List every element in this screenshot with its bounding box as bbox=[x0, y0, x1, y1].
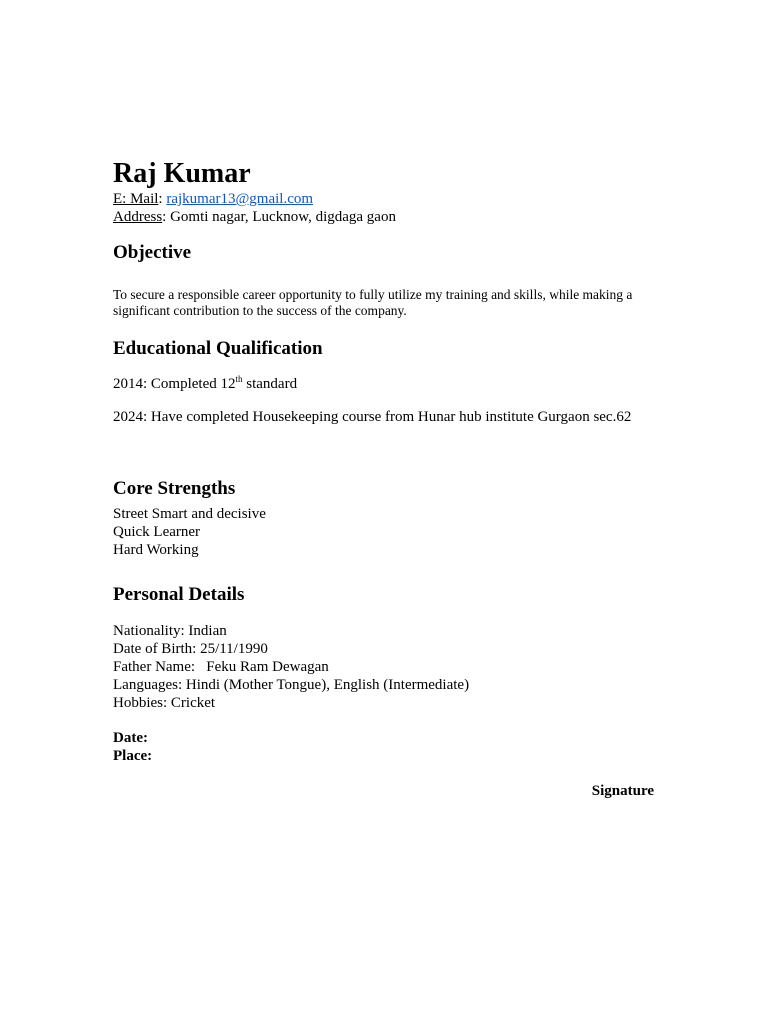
education-item-2: 2024: Have completed Housekeeping course from Hunar hub institute Gurgaon sec.62 bbox=[113, 409, 632, 425]
education-heading: Educational Qualification bbox=[113, 338, 323, 359]
date-label: Date: bbox=[113, 730, 148, 746]
father-name: Father Name: Feku Ram Dewagan bbox=[113, 659, 329, 675]
list-item: Hard Working bbox=[113, 542, 199, 558]
personal-details bbox=[113, 622, 654, 712]
objective-heading: Objective bbox=[113, 242, 192, 263]
date-of-birth: Date of Birth: 25/11/1990 bbox=[113, 641, 268, 657]
email-link[interactable]: rajkumar13@gmail.com bbox=[166, 191, 314, 207]
place-label: Place: bbox=[113, 748, 153, 764]
strengths-heading: Core Strengths bbox=[113, 478, 236, 499]
objective-text: To secure a responsible career opportunity to fully utilize my training and skills, while making a significant contribution to the success of the company. bbox=[113, 287, 633, 318]
email-label: E: Mail bbox=[113, 191, 159, 207]
education-item-1: 2014: Completed 12th standard bbox=[113, 374, 298, 392]
nationality: Nationality: Indian bbox=[113, 623, 227, 639]
personal-heading: Personal Details bbox=[113, 584, 245, 605]
date-place bbox=[113, 729, 654, 765]
languages: Languages: Hindi (Mother Tongue), English (Intermediate) bbox=[113, 677, 470, 693]
hobbies: Hobbies: Cricket bbox=[113, 695, 216, 711]
list-item: Street Smart and decisive bbox=[113, 506, 266, 522]
address-label: Address bbox=[113, 209, 163, 225]
list-item: Quick Learner bbox=[113, 524, 201, 540]
email-line: E: Mail: rajkumar13@gmail.com bbox=[113, 191, 314, 207]
address-value: Gomti nagar, Lucknow, digdaga gaon bbox=[170, 209, 396, 225]
candidate-name: Raj Kumar bbox=[113, 158, 251, 189]
resume-page bbox=[113, 158, 654, 800]
address-line: Address: Gomti nagar, Lucknow, digdaga gaon bbox=[113, 209, 396, 225]
strengths-list bbox=[113, 505, 654, 559]
signature-label: Signature bbox=[591, 783, 654, 799]
